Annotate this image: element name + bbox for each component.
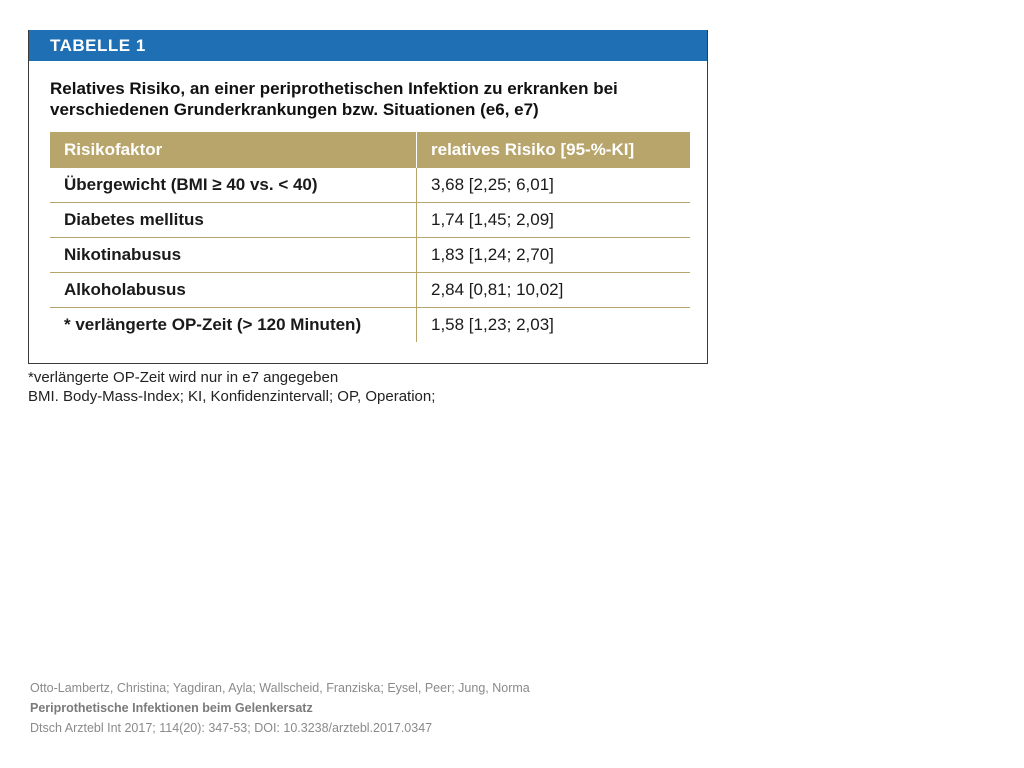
relative-risk-cell: 1,58 [1,23; 2,03] <box>431 315 554 334</box>
risk-factor-cell: Übergewicht (BMI ≥ 40 vs. < 40) <box>50 168 417 203</box>
table-header-row <box>50 132 690 168</box>
risk-table <box>50 132 690 342</box>
table-footnotes <box>28 368 435 406</box>
column-header-factor: Risikofaktor <box>50 132 417 168</box>
relative-risk-cell: 1,74 [1,45; 2,09] <box>417 203 691 238</box>
relative-risk-cell: 3,68 [2,25; 6,01] <box>417 168 691 203</box>
citation <box>30 678 530 738</box>
table-label: TABELLE 1 <box>50 36 146 55</box>
table-row <box>50 203 690 238</box>
table-row <box>50 238 690 273</box>
risk-factor-cell: * verlängerte OP-Zeit (> 120 Minuten) <box>50 308 417 343</box>
table-row <box>50 308 690 343</box>
table-header-bar <box>29 30 707 61</box>
footnote-abbreviations: BMI. Body-Mass-Index; KI, Konfidenzintervall; OP, Operation; <box>28 388 436 405</box>
table-frame <box>28 30 708 364</box>
table-caption: Relatives Risiko, an einer periprothetischen Infektion zu erkranken bei verschiedenen Grunderkrankungen bzw. Situationen (e6, e7) <box>50 79 618 119</box>
risk-factor-cell: Nikotinabusus <box>50 238 417 273</box>
citation-title: Periprothetische Infektionen beim Gelenkersatz <box>30 701 313 715</box>
risk-factor-cell: Alkoholabusus <box>50 273 417 308</box>
citation-source: Dtsch Arztebl Int 2017; 114(20): 347-53; DOI: 10.3238/arztebl.2017.0347 <box>30 721 433 735</box>
column-header-risk: relatives Risiko [95-%-KI] <box>417 132 691 168</box>
citation-authors: Otto-Lambertz, Christina; Yagdiran, Ayla; Wallscheid, Franziska; Eysel, Peer; Jung, Norma <box>30 681 530 695</box>
relative-risk-cell: 2,84 [0,81; 10,02] <box>417 273 691 308</box>
table-row <box>50 168 690 203</box>
relative-risk-cell: 1,83 [1,24; 2,70] <box>417 238 691 273</box>
risk-factor-cell: Diabetes mellitus <box>50 203 417 238</box>
footnote-op-time: *verlängerte OP-Zeit wird nur in e7 angegeben <box>28 369 339 386</box>
table-row <box>50 273 690 308</box>
